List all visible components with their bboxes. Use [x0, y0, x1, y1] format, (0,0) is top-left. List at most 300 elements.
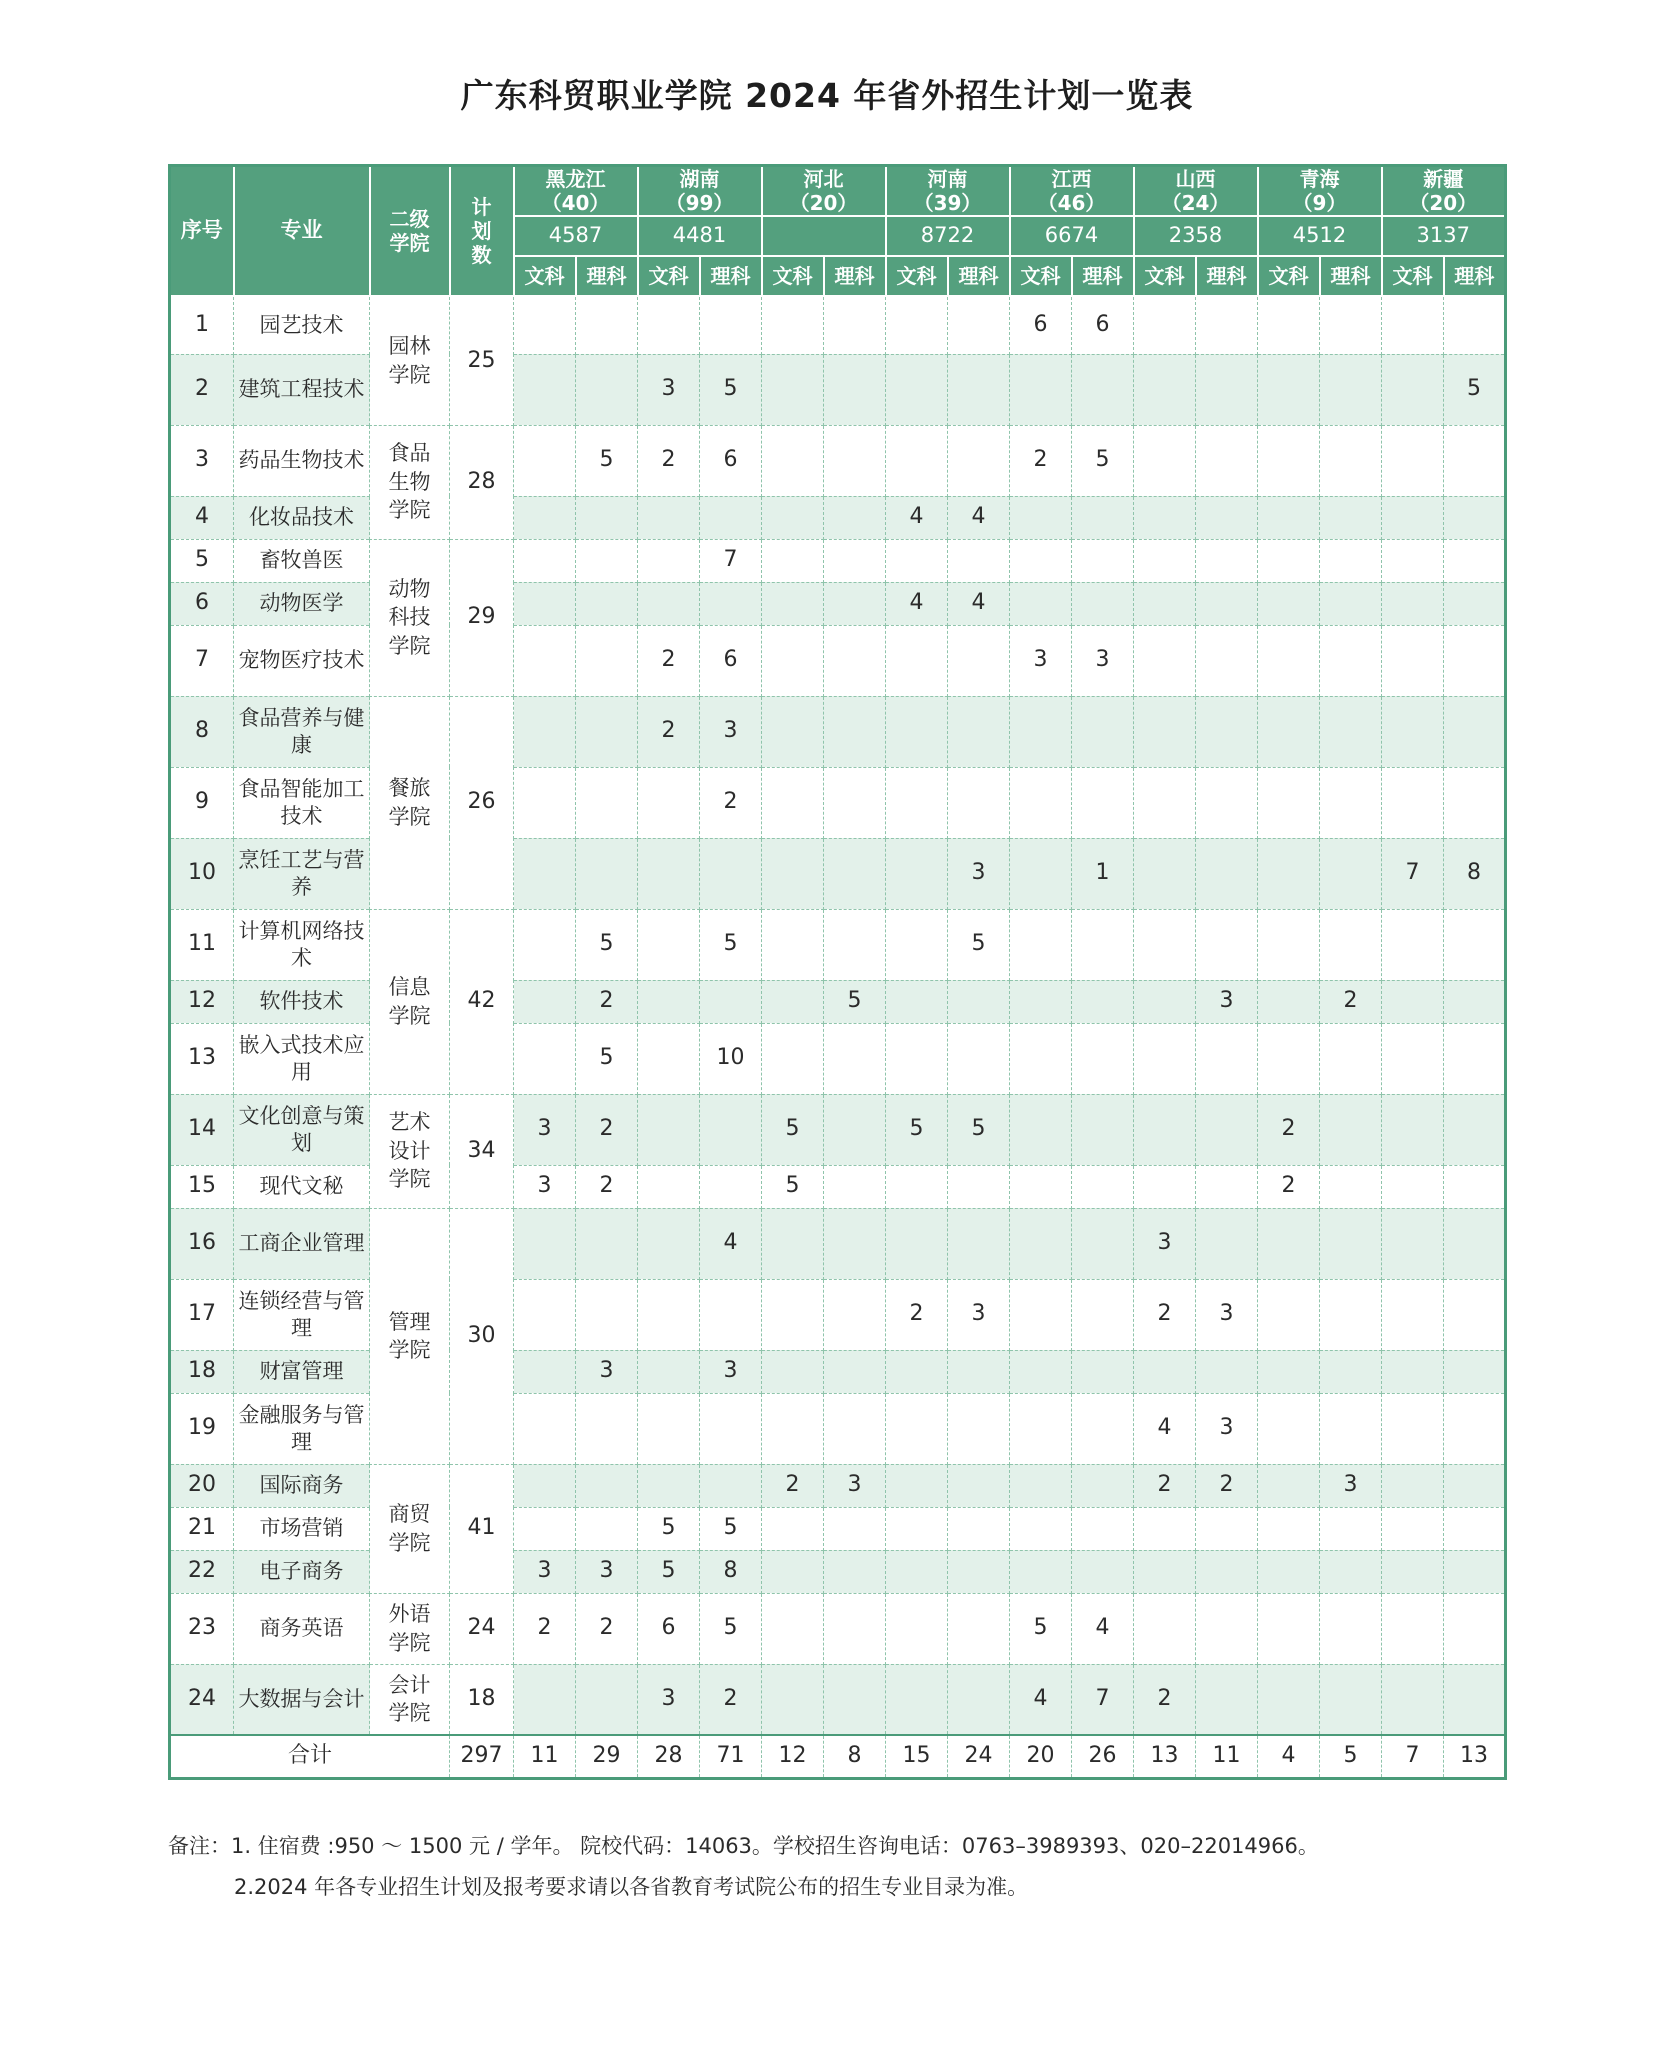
quota-cell: 5 [700, 354, 762, 425]
quota-cell [824, 582, 886, 625]
total-cell: 28 [638, 1735, 700, 1778]
quota-cell [824, 1664, 886, 1735]
quota-cell: 4 [948, 496, 1010, 539]
college-name: 园林学院 [370, 296, 450, 425]
quota-cell [1134, 838, 1196, 909]
quota-cell [824, 1507, 886, 1550]
province-quota: （20） [789, 191, 858, 215]
quota-cell [1196, 1593, 1258, 1664]
quota-cell [762, 1507, 824, 1550]
quota-cell: 3 [638, 1664, 700, 1735]
quota-cell [1072, 496, 1134, 539]
quota-cell: 5 [638, 1507, 700, 1550]
province-name: 江西 [1051, 167, 1092, 191]
quota-cell [638, 767, 700, 838]
quota-cell [1444, 582, 1506, 625]
quota-cell [576, 625, 638, 696]
header-wen: 文科 [1010, 256, 1072, 296]
table-row [170, 696, 1506, 767]
header-wen: 文科 [886, 256, 948, 296]
quota-cell [886, 425, 948, 496]
quota-cell [1258, 1507, 1320, 1550]
total-cell: 12 [762, 1735, 824, 1778]
quota-cell [638, 1464, 700, 1507]
quota-cell [948, 425, 1010, 496]
quota-cell [1010, 1279, 1072, 1350]
major-name: 财富管理 [234, 1350, 370, 1393]
quota-cell [1320, 1550, 1382, 1593]
quota-cell [1196, 296, 1258, 354]
quota-cell [638, 582, 700, 625]
quota-cell [1382, 1094, 1444, 1165]
quota-cell [1444, 1393, 1506, 1464]
quota-cell [1382, 767, 1444, 838]
college-plan-total: 34 [450, 1094, 514, 1208]
quota-cell [1010, 1165, 1072, 1208]
quota-cell [1072, 1550, 1134, 1593]
table-row [170, 1664, 1506, 1735]
header-province [1382, 166, 1506, 217]
quota-cell [1196, 1165, 1258, 1208]
quota-cell [700, 1393, 762, 1464]
quota-cell [762, 909, 824, 980]
quota-cell [824, 696, 886, 767]
quota-cell [1134, 1350, 1196, 1393]
header-plan-label: 计划数 [471, 195, 492, 267]
header-province [762, 166, 886, 217]
province-quota: （40） [541, 191, 610, 215]
quota-cell [1134, 1593, 1196, 1664]
total-label: 合计 [170, 1735, 450, 1778]
quota-cell: 4 [700, 1208, 762, 1279]
total-cell: 4 [1258, 1735, 1320, 1778]
quota-cell [514, 980, 576, 1023]
total-cell: 11 [1196, 1735, 1258, 1778]
quota-cell [1258, 1350, 1320, 1393]
quota-cell [1444, 767, 1506, 838]
quota-cell [1258, 582, 1320, 625]
quota-cell [762, 767, 824, 838]
quota-cell [886, 1664, 948, 1735]
quota-cell [762, 1279, 824, 1350]
quota-cell [1444, 425, 1506, 496]
quota-cell [1320, 1165, 1382, 1208]
quota-cell: 2 [638, 425, 700, 496]
province-code: 3137 [1382, 216, 1506, 256]
quota-cell: 3 [638, 354, 700, 425]
quota-cell [948, 1507, 1010, 1550]
quota-cell [1320, 354, 1382, 425]
quota-cell: 2 [886, 1279, 948, 1350]
quota-cell [824, 838, 886, 909]
province-name: 河南 [927, 167, 968, 191]
quota-cell [824, 1208, 886, 1279]
quota-cell [1134, 696, 1196, 767]
quota-cell [886, 838, 948, 909]
college-plan-total: 41 [450, 1464, 514, 1593]
quota-cell [824, 1350, 886, 1393]
quota-cell [886, 980, 948, 1023]
quota-cell [886, 1023, 948, 1094]
province-name: 山西 [1175, 167, 1216, 191]
table-row [170, 425, 1506, 496]
quota-cell [1444, 1550, 1506, 1593]
quota-cell [514, 296, 576, 354]
quota-cell [1320, 1350, 1382, 1393]
quota-cell: 3 [824, 1464, 886, 1507]
quota-cell [514, 539, 576, 582]
quota-cell [1196, 425, 1258, 496]
header-college-label: 二级学院 [389, 207, 430, 255]
province-quota: （24） [1161, 191, 1230, 215]
quota-cell [1196, 767, 1258, 838]
quota-cell [824, 767, 886, 838]
table-row [170, 296, 1506, 354]
quota-cell [762, 1023, 824, 1094]
quota-cell [762, 980, 824, 1023]
college-name: 食品生物学院 [370, 425, 450, 539]
quota-cell: 3 [1134, 1208, 1196, 1279]
row-number: 10 [170, 838, 234, 909]
quota-cell [1196, 1094, 1258, 1165]
major-name: 烹饪工艺与营养 [234, 838, 370, 909]
quota-cell [948, 1593, 1010, 1664]
quota-cell [762, 539, 824, 582]
quota-cell [514, 1507, 576, 1550]
quota-cell [1258, 1208, 1320, 1279]
province-code: 4587 [514, 216, 638, 256]
quota-cell [1010, 980, 1072, 1023]
quota-cell [638, 296, 700, 354]
quota-cell [1072, 354, 1134, 425]
quota-cell: 8 [700, 1550, 762, 1593]
quota-cell [948, 980, 1010, 1023]
quota-cell [1444, 1464, 1506, 1507]
quota-cell [948, 767, 1010, 838]
quota-cell: 2 [638, 696, 700, 767]
table-row [170, 539, 1506, 582]
quota-cell: 5 [576, 1023, 638, 1094]
quota-cell [762, 496, 824, 539]
quota-cell [1072, 1208, 1134, 1279]
province-quota: （99） [665, 191, 734, 215]
quota-cell [576, 696, 638, 767]
quota-cell [824, 1550, 886, 1593]
major-name: 药品生物技术 [234, 425, 370, 496]
quota-cell: 2 [1320, 980, 1382, 1023]
quota-cell [638, 1165, 700, 1208]
major-name: 计算机网络技术 [234, 909, 370, 980]
quota-cell [1134, 1507, 1196, 1550]
province-name: 黑龙江 [545, 167, 606, 191]
province-code: 4512 [1258, 216, 1382, 256]
header-wen: 文科 [1382, 256, 1444, 296]
quota-cell [1382, 582, 1444, 625]
quota-cell [1010, 1094, 1072, 1165]
quota-cell [1320, 696, 1382, 767]
quota-cell [1382, 1664, 1444, 1735]
row-number: 14 [170, 1094, 234, 1165]
quota-cell [1072, 539, 1134, 582]
quota-cell [948, 1550, 1010, 1593]
quota-cell [514, 1664, 576, 1735]
quota-cell: 5 [824, 980, 886, 1023]
quota-cell: 3 [700, 696, 762, 767]
total-cell: 8 [824, 1735, 886, 1778]
total-cell: 5 [1320, 1735, 1382, 1778]
quota-cell [638, 496, 700, 539]
quota-cell [1010, 1023, 1072, 1094]
row-number: 23 [170, 1593, 234, 1664]
quota-cell [1382, 496, 1444, 539]
province-quota: （46） [1037, 191, 1106, 215]
quota-cell [700, 1279, 762, 1350]
table-row [170, 1464, 1506, 1507]
quota-cell [824, 625, 886, 696]
quota-cell [1382, 1464, 1444, 1507]
quota-cell [1134, 1023, 1196, 1094]
quota-cell: 4 [1010, 1664, 1072, 1735]
quota-cell [1444, 909, 1506, 980]
quota-cell: 3 [1072, 625, 1134, 696]
quota-cell [1444, 1094, 1506, 1165]
total-plan: 297 [450, 1735, 514, 1778]
quota-cell: 3 [700, 1350, 762, 1393]
quota-cell [1010, 1350, 1072, 1393]
quota-cell [1444, 1664, 1506, 1735]
quota-cell [948, 1165, 1010, 1208]
row-number: 19 [170, 1393, 234, 1464]
header-li: 理科 [700, 256, 762, 296]
college-name: 外语学院 [370, 1593, 450, 1664]
province-name: 河北 [803, 167, 844, 191]
quota-cell [1010, 838, 1072, 909]
quota-cell: 4 [1072, 1593, 1134, 1664]
quota-cell [1320, 767, 1382, 838]
quota-cell [1382, 296, 1444, 354]
header-province [514, 166, 638, 217]
quota-cell [1258, 296, 1320, 354]
quota-cell [1258, 909, 1320, 980]
quota-cell [762, 1550, 824, 1593]
quota-cell [1010, 582, 1072, 625]
quota-cell [1320, 625, 1382, 696]
quota-cell [1320, 1393, 1382, 1464]
quota-cell [638, 1393, 700, 1464]
quota-cell [1444, 1165, 1506, 1208]
quota-cell [514, 838, 576, 909]
quota-cell: 3 [514, 1550, 576, 1593]
quota-cell [1196, 625, 1258, 696]
quota-cell [1196, 354, 1258, 425]
total-cell: 29 [576, 1735, 638, 1778]
quota-cell [948, 696, 1010, 767]
quota-cell: 2 [576, 1593, 638, 1664]
quota-cell [638, 1023, 700, 1094]
note-line-1: 备注：1. 住宿费 :950 ～ 1500 元 / 学年。 院校代码：14063。学校招生咨询电话：0763–3989393、020–22014966。 [168, 1834, 1319, 1858]
quota-cell [1010, 496, 1072, 539]
quota-cell [1072, 1507, 1134, 1550]
quota-cell [1134, 296, 1196, 354]
row-number: 8 [170, 696, 234, 767]
quota-cell [1320, 838, 1382, 909]
quota-cell: 4 [1134, 1393, 1196, 1464]
quota-cell [1010, 539, 1072, 582]
row-number: 15 [170, 1165, 234, 1208]
province-code: 2358 [1134, 216, 1258, 256]
quota-cell: 2 [1134, 1464, 1196, 1507]
quota-cell: 5 [948, 909, 1010, 980]
quota-cell [576, 582, 638, 625]
row-number: 7 [170, 625, 234, 696]
quota-cell [576, 1507, 638, 1550]
quota-cell: 3 [1010, 625, 1072, 696]
row-number: 18 [170, 1350, 234, 1393]
quota-cell [1010, 909, 1072, 980]
quota-cell [824, 1593, 886, 1664]
quota-cell [1444, 1023, 1506, 1094]
quota-cell [700, 496, 762, 539]
row-number: 13 [170, 1023, 234, 1094]
quota-cell [1382, 625, 1444, 696]
row-number: 22 [170, 1550, 234, 1593]
quota-cell [1072, 1165, 1134, 1208]
college-name: 动物科技学院 [370, 539, 450, 696]
quota-cell [1010, 354, 1072, 425]
major-name: 动物医学 [234, 582, 370, 625]
quota-cell [1258, 838, 1320, 909]
quota-cell [1444, 1279, 1506, 1350]
header-college [370, 166, 450, 297]
quota-cell [700, 980, 762, 1023]
quota-cell [1196, 1023, 1258, 1094]
total-cell: 15 [886, 1735, 948, 1778]
quota-cell [1134, 980, 1196, 1023]
province-code: 4481 [638, 216, 762, 256]
quota-cell [700, 296, 762, 354]
quota-cell [948, 1208, 1010, 1279]
major-name: 软件技术 [234, 980, 370, 1023]
quota-cell [1072, 1464, 1134, 1507]
header-wen: 文科 [514, 256, 576, 296]
quota-cell [762, 1593, 824, 1664]
college-plan-total: 25 [450, 296, 514, 425]
quota-cell [1258, 1593, 1320, 1664]
college-name: 餐旅学院 [370, 696, 450, 909]
quota-cell: 2 [576, 980, 638, 1023]
header-li: 理科 [576, 256, 638, 296]
quota-cell [1382, 1593, 1444, 1664]
quota-cell [514, 496, 576, 539]
header-li: 理科 [1320, 256, 1382, 296]
row-number: 5 [170, 539, 234, 582]
quota-cell [1196, 909, 1258, 980]
quota-cell: 3 [576, 1350, 638, 1393]
quota-cell [514, 767, 576, 838]
quota-cell [1444, 539, 1506, 582]
quota-cell: 4 [948, 582, 1010, 625]
quota-cell [1134, 1094, 1196, 1165]
quota-cell [1258, 980, 1320, 1023]
quota-cell: 6 [700, 425, 762, 496]
quota-cell: 4 [886, 496, 948, 539]
quota-cell: 10 [700, 1023, 762, 1094]
quota-cell [514, 1279, 576, 1350]
major-name: 园艺技术 [234, 296, 370, 354]
quota-cell [886, 539, 948, 582]
enrollment-plan-table [168, 164, 1507, 1780]
total-cell: 13 [1134, 1735, 1196, 1778]
quota-cell [514, 425, 576, 496]
quota-cell [1444, 625, 1506, 696]
quota-cell [1134, 1550, 1196, 1593]
quota-cell [514, 354, 576, 425]
quota-cell [1444, 696, 1506, 767]
quota-cell: 5 [1010, 1593, 1072, 1664]
quota-cell [886, 1165, 948, 1208]
quota-cell: 6 [1072, 296, 1134, 354]
quota-cell [1320, 539, 1382, 582]
quota-cell: 2 [700, 767, 762, 838]
row-number: 1 [170, 296, 234, 354]
quota-cell [1444, 1507, 1506, 1550]
province-code: 8722 [886, 216, 1010, 256]
quota-cell [1382, 1550, 1444, 1593]
quota-cell [1072, 1279, 1134, 1350]
college-plan-total: 30 [450, 1208, 514, 1464]
quota-cell [1134, 354, 1196, 425]
quota-cell [1258, 496, 1320, 539]
quota-cell [1320, 909, 1382, 980]
total-cell: 20 [1010, 1735, 1072, 1778]
quota-cell [948, 1664, 1010, 1735]
quota-cell [514, 625, 576, 696]
quota-cell [1258, 539, 1320, 582]
quota-cell: 5 [576, 909, 638, 980]
college-name: 会计学院 [370, 1664, 450, 1735]
quota-cell [1382, 1350, 1444, 1393]
quota-cell: 5 [700, 1507, 762, 1550]
quota-cell [1258, 1023, 1320, 1094]
quota-cell [1382, 539, 1444, 582]
quota-cell [824, 909, 886, 980]
row-number: 4 [170, 496, 234, 539]
college-name: 商贸学院 [370, 1464, 450, 1593]
quota-cell [762, 1664, 824, 1735]
quota-cell: 7 [1382, 838, 1444, 909]
quota-cell [576, 767, 638, 838]
quota-cell [514, 696, 576, 767]
quota-cell [1072, 909, 1134, 980]
quota-cell: 3 [576, 1550, 638, 1593]
header-major: 专业 [234, 166, 370, 297]
quota-cell: 5 [1072, 425, 1134, 496]
quota-cell [1134, 496, 1196, 539]
quota-cell [576, 296, 638, 354]
quota-cell [1320, 1664, 1382, 1735]
quota-cell [1196, 539, 1258, 582]
quota-cell [762, 625, 824, 696]
row-number: 21 [170, 1507, 234, 1550]
quota-cell [762, 354, 824, 425]
quota-cell [1072, 980, 1134, 1023]
quota-cell [1320, 1208, 1382, 1279]
header-province [1134, 166, 1258, 217]
header-wen: 文科 [1258, 256, 1320, 296]
quota-cell [886, 909, 948, 980]
quota-cell [824, 496, 886, 539]
quota-cell: 2 [576, 1165, 638, 1208]
